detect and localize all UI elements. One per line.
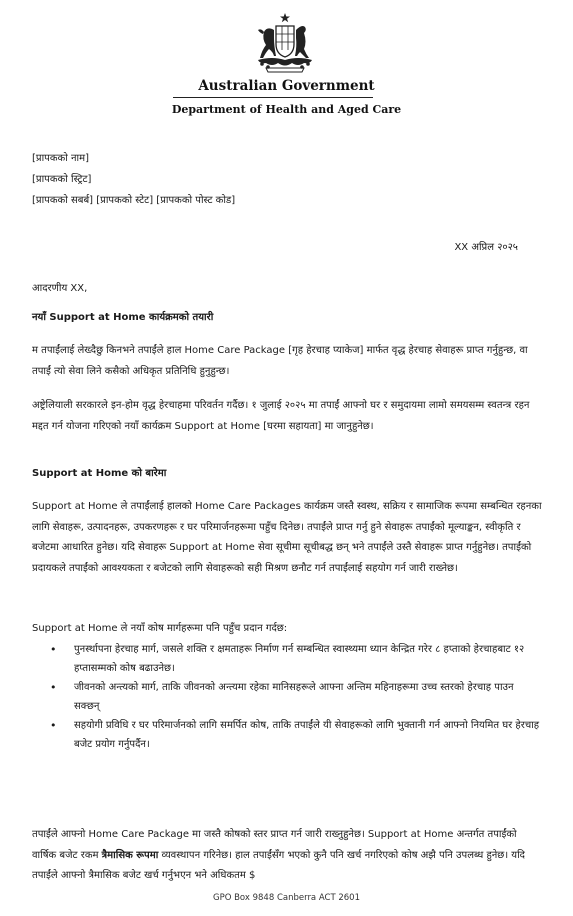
section-heading-about: Support at Home को बारेमा [32, 468, 167, 479]
letter-date: XX अप्रिल २०२५ [454, 242, 518, 253]
budget-text: व्यवस्थापन गरिनेछ। हाल तपाईंसँग भएको कुनै पनि खर्च नगरिएको कोष अझै पनि उपलब्ध हुनेछ। यदि तपाईंले आफ्नो त्रैमासिक बजेट खर्च गर्नुभएन भने अधिकतम $ [32, 849, 525, 881]
subject-line: नयाँ Support at Home कार्यक्रमको तयारी [32, 312, 214, 323]
coat-of-arms-icon [252, 12, 318, 74]
address-line: [प्रापकको स्ट्रिट] [32, 174, 92, 185]
list-intro: Support at Home ले नयाँ कोष मार्गहरूमा पनि पहुँच प्रदान गर्दछ: [32, 623, 288, 634]
budget-text: तपाईंले आफ्नो Home Care Package मा जस्तै कोषको स्तर प्राप्त गर्न जारी राख्नुहुनेछ। Support at Home अन्तर्गत तपाईंको वार्षिक बजेट रकम [32, 829, 517, 861]
recipient-address [32, 148, 235, 211]
funding-pathways-list [32, 640, 542, 754]
address-line: [प्रापकको सबर्ब] [प्रापकको स्टेट] [प्रापकको पोस्ट कोड] [32, 195, 236, 206]
header-divider [173, 97, 373, 98]
address-line: [प्रापकको नाम] [32, 153, 90, 164]
government-title: Australian Government [198, 78, 375, 94]
paragraph-about: Support at Home ले तपाईंलाई हालको Home Care Packages कार्यक्रम जस्तै स्वस्थ, सक्रिय र सामाजिक रूपमा सम्बन्धित रहनका लागि सेवाहरू, उत्पादनहरू, उपकरणहरू र घर परिमार्जनहरूमा पहुँच दिनेछ। तपाईंले प्राप्त गर्नु हुने सेवाहरू तपाईंको मूल्याङ्कन, स्वीकृति र बजेटमा आधारित हुनेछ। यदि सेवाहरू Support at Home सेवा सूचीमा सूचीबद्ध छन् भने तपाईंले उस्तै सेवाहरू प्राप्त गर्नुहुनेछ। तपाईंको प्रदायकले तपाईंको आवश्यकता र बजेटको लागि सेवाहरूको सही मिश्रण छनौट गर्न तपाईंलाई सहयोग गर्न जारी राख्नेछ। [32, 501, 542, 574]
budget-emphasis: त्रैमासिक रूपमा [101, 849, 159, 861]
paragraph-budget [32, 825, 542, 887]
footer-address: GPO Box 9848 Canberra ACT 2601 [213, 893, 360, 903]
department-name: Department of Health and Aged Care [171, 103, 402, 116]
list-item: • जीवनको अन्त्यको मार्ग, ताकि जीवनको अन्त्यमा रहेका मानिसहरूले आफ्ना अन्तिम महिनाहरूमा उच्च स्तरको हेरचाह पाउन सक्छन् [32, 678, 542, 716]
paragraph-intro: म तपाईंलाई लेख्दैछु किनभने तपाईंले हाल Home Care Package [गृह हेरचाह प्याकेज] मार्फत वृद्ध हेरचाह सेवाहरू प्राप्त गर्नुहुन्छ, वा तपाईं त्यो सेवा लिने कसैको अधिकृत प्रतिनिधि हुनुहुन्छ। [32, 345, 528, 377]
paragraph-change: अष्ट्रेलियाली सरकारले इन-होम वृद्ध हेरचाहमा परिवर्तन गर्दैछ। १ जुलाई २०२५ मा तपाईं आफ्नो घर र समुदायमा लामो समयसम्म स्वतन्त्र रहन मद्दत गर्न योजना गरिएको नयाँ कार्यक्रम Support at Home [घरमा सहायता] मा जानुहुनेछ। [32, 400, 530, 432]
list-item: • पुनर्स्थापना हेरचाह मार्ग, जसले शक्ति र क्षमताहरू निर्माण गर्न सम्बन्धित स्वास्थ्यमा ध्यान केन्द्रित गरेर ८ हप्ताको हेरचाहबाट १२ हप्तासम्मको कोष बढाउनेछ। [32, 640, 542, 678]
salutation: आदरणीय XX, [32, 283, 88, 294]
list-item: • सहयोगी प्रविधि र घर परिमार्जनको लागि समर्पित कोष, ताकि तपाईंले यी सेवाहरूको लागि भुक्तानी गर्न आफ्नो नियमित घर हेरचाह बजेट प्रयोग गर्नुपर्दैन। [32, 716, 542, 754]
